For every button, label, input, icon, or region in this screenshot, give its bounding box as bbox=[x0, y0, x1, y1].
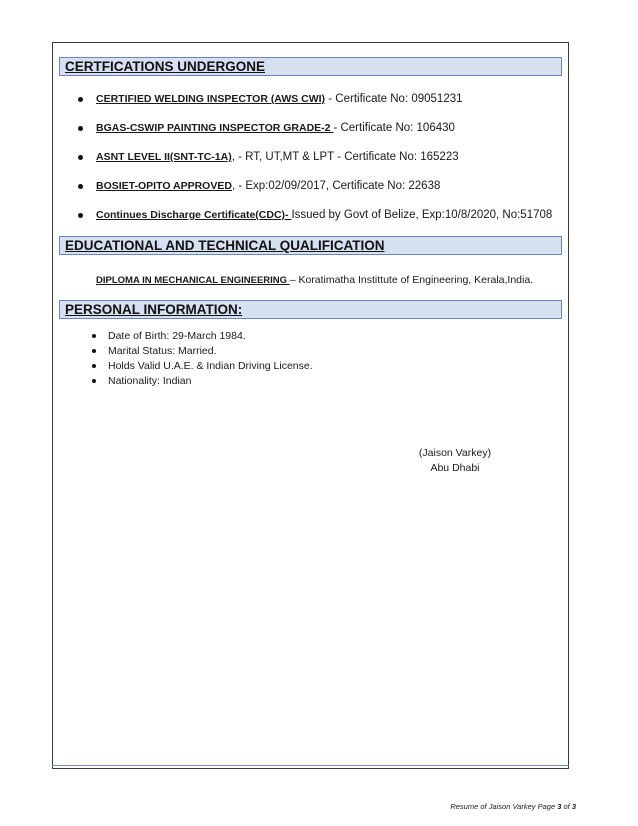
institute-name: – Koratimatha Instittute of Engineering, Kerala,India. bbox=[289, 274, 534, 286]
section-header-certifications: CERTFICATIONS UNDERGONE bbox=[59, 57, 562, 76]
certificate-name: ASNT LEVEL II(SNT-TC-1A) bbox=[96, 151, 232, 163]
bottom-divider bbox=[52, 765, 569, 766]
bullet-icon bbox=[92, 349, 96, 353]
personal-info-text: Holds Valid U.A.E. & Indian Driving License. bbox=[108, 360, 313, 372]
section-header-education: EDUCATIONAL AND TECHNICAL QUALIFICATION bbox=[59, 236, 562, 255]
certificate-detail: , - Exp:02/09/2017, Certificate No: 22638 bbox=[231, 180, 441, 192]
certificate-name: BOSIET-OPITO APPROVED bbox=[96, 180, 232, 192]
bullet-icon bbox=[92, 379, 96, 383]
personal-info-text: Marital Status: Married. bbox=[108, 345, 217, 357]
certificate-name: CERTIFIED WELDING INSPECTOR (AWS CWI) bbox=[96, 93, 326, 105]
certificate-name: BGAS-CSWIP PAINTING INSPECTOR GRADE-2 bbox=[96, 122, 334, 134]
bullet-icon bbox=[78, 126, 83, 131]
bullet-icon bbox=[78, 213, 83, 218]
footer-text: Resume of Jaison Varkey Page bbox=[450, 802, 558, 811]
certificate-detail: Issued by Govt of Belize, Exp:10/8/2020, No:51708 bbox=[291, 209, 553, 221]
personal-info-text: Nationality: Indian bbox=[108, 375, 192, 387]
bullet-icon bbox=[78, 184, 83, 189]
personal-info-text: Date of Birth: 29-March 1984. bbox=[108, 330, 246, 342]
bullet-icon bbox=[78, 155, 83, 160]
certificate-name: Continues Discharge Certificate(CDC)- bbox=[96, 209, 292, 221]
bullet-icon bbox=[92, 334, 96, 338]
footer-page-total: 3 bbox=[571, 802, 576, 811]
certificate-detail: - Certificate No: 106430 bbox=[333, 122, 455, 134]
education-entry bbox=[96, 274, 533, 286]
certificate-detail: , - RT, UT,MT & LPT - Certificate No: 165223 bbox=[231, 151, 459, 163]
signature-block bbox=[380, 446, 530, 476]
section-header-personal: PERSONAL INFORMATION: bbox=[59, 300, 562, 319]
page-footer bbox=[450, 802, 576, 811]
signature-name: (Jaison Varkey) bbox=[418, 447, 492, 459]
footer-page-number: 3 bbox=[557, 802, 562, 811]
certificate-detail: - Certificate No: 09051231 bbox=[325, 93, 463, 105]
footer-of: of bbox=[561, 802, 572, 811]
degree-name: DIPLOMA IN MECHANICAL ENGINEERING bbox=[96, 275, 290, 286]
bullet-icon bbox=[92, 364, 96, 368]
signature-place: Abu Dhabi bbox=[430, 462, 480, 474]
bullet-icon bbox=[78, 97, 83, 102]
